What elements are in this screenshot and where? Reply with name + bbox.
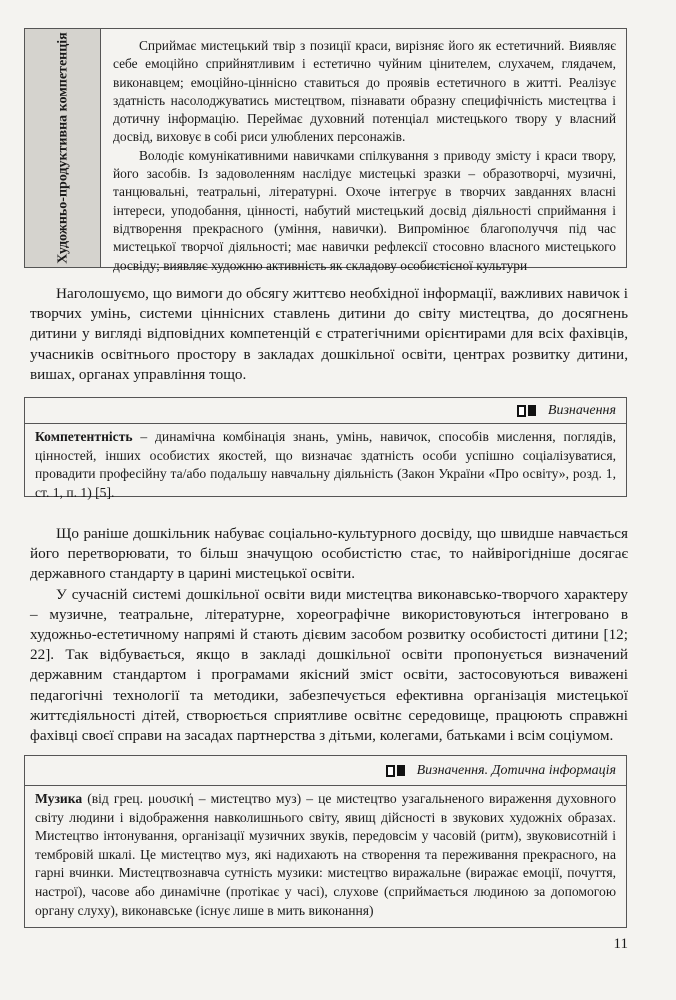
competence-paragraph-1: Сприймає мистецький твір з позиції краси, вирізняє його як естетичний. Виявляє себе емоційно сприйнятливим і естетично чуйним цінителем, слухачем, глядачем, виконавцем; емоційно-ціннісно ставиться до проявів естетичного в житті. Реалізує здатність насолоджуватись мистецтвом, пізнавати образну специфічність мистецтва і дотичну інформацію. Переймає духовний потенціал мистецького твору у власний досвід, виховує в собі риси улюблених персонажів. <box>113 38 616 145</box>
definition-text: (від грец. μουσική – мистецтво муз) – це мистецтво узагальненого вираження духовного світу людини і відображення навколишнього світу, явищ дійсності в звукових художніх образах. Мистецтво інтонування, організації музичних звуків, передовсім у часовій (ритм), звуковисотній і тембровій шкалі. Це мистецтво муз, які надихають на створення та переживання прекрасного, на гарні вчинки. Мистецтвознавча сутність музики: мистецтво виражальне (виражає емоції, почуття, настрої), часове або динамічне (протікає у часі), слухове (сприймається людиною за допомогою органу слуху), виконавське (існує лише в мить виконання) <box>35 791 616 918</box>
competence-paragraph-2: Володіє комунікативними навичками спілкування з приводу змісту і краси твору, його засобів. Із задоволенням наслідує мистецькі зразки – образотворчі, музичні, танцювальні, театральні, літературні. Охоче інтегрує в творчих завданнях власні інтереси, уподобання, цінності, набутий мистецький досвід діяльності сприймання і відтворення прекрасного (уміння, навички). Випромінює благополуччя під час мистецької творчої діяльності; має навички рефлексії стосовно власного мистецького досвіду; виявляє художню активність як складову особистісної культури <box>113 147 616 273</box>
definition-term: Компетентність <box>35 429 133 444</box>
definition-heading: Визначення <box>547 402 616 418</box>
definition-header <box>25 398 626 424</box>
definition-term: Музика <box>35 791 83 806</box>
competence-description <box>101 29 626 273</box>
definition-heading: Визначення. Дотична інформація <box>416 762 616 778</box>
book-icon <box>386 765 405 777</box>
competence-title: Художньо-продуктивна компетенція <box>55 32 70 264</box>
definition-body <box>25 424 626 506</box>
book-icon <box>517 405 536 417</box>
definition-body <box>25 786 626 924</box>
competence-table <box>24 28 627 273</box>
body-paragraph-1 <box>30 284 628 385</box>
definition-text: – динамічна комбінація знань, умінь, навичок, способів мислення, поглядів, цінностей, інших особистих якостей, що визначає здатність особи успішно соціалізуватися, провадити професійну та/або подальшу навчальну діяльність (Закон України «Про освіту», розд. 1, ст. 1, п. 1) [5]. <box>35 429 616 500</box>
definition-box-music <box>24 755 627 928</box>
definition-box-competence <box>24 397 627 500</box>
definition-header <box>25 756 626 786</box>
body-paragraphs-2-3 <box>30 524 628 746</box>
body-text-1: Наголошуємо, що вимоги до обсягу життєво необхідної інформації, важливих навичок і творчих умінь, системи ціннісних ставлень дитини до світу мистецтва, до досягнень дитини у вигляді відповідних компетенцій є стратегічними орієнтирами для всіх фахівців, учасників освітнього простору в закладах дошкільної освіти, центрах розвитку дитини, вишах, органах управління тощо. <box>30 285 628 383</box>
body-text-3: У сучасній системі дошкільної освіти види мистецтва виконавсько-творчого характеру – музичне, театральне, літературне, хореографічне використовуються інтегровано в художньо-естетичному напрямі й стають дієвим засобом розвитку особистості дитини [12; 22]. Так відбувається, якщо в закладі дошкільної освіти пропонується визначений державним стандартом і програмами якісний зміст освіти, застосовуються виважені педагогічні технології та методики, забезпечується ефективна організація мистецької життєдіяльності дітей, створюється сприятливе освітнє середовище, працюють справжні фахівці своєї справи на засадах партнерства з дітьми, колегами, батьками і всім соціумом. <box>30 585 628 745</box>
page-number: 11 <box>613 936 628 952</box>
competence-title-cell <box>25 29 101 267</box>
body-text-2: Що раніше дошкільник набуває соціально-культурного досвіду, що швидше навчається його перетворювати, то більш значущою особистістю стає, то найвірогідніше досягає державного стандарту в царині мистецької освіти. <box>30 525 628 583</box>
